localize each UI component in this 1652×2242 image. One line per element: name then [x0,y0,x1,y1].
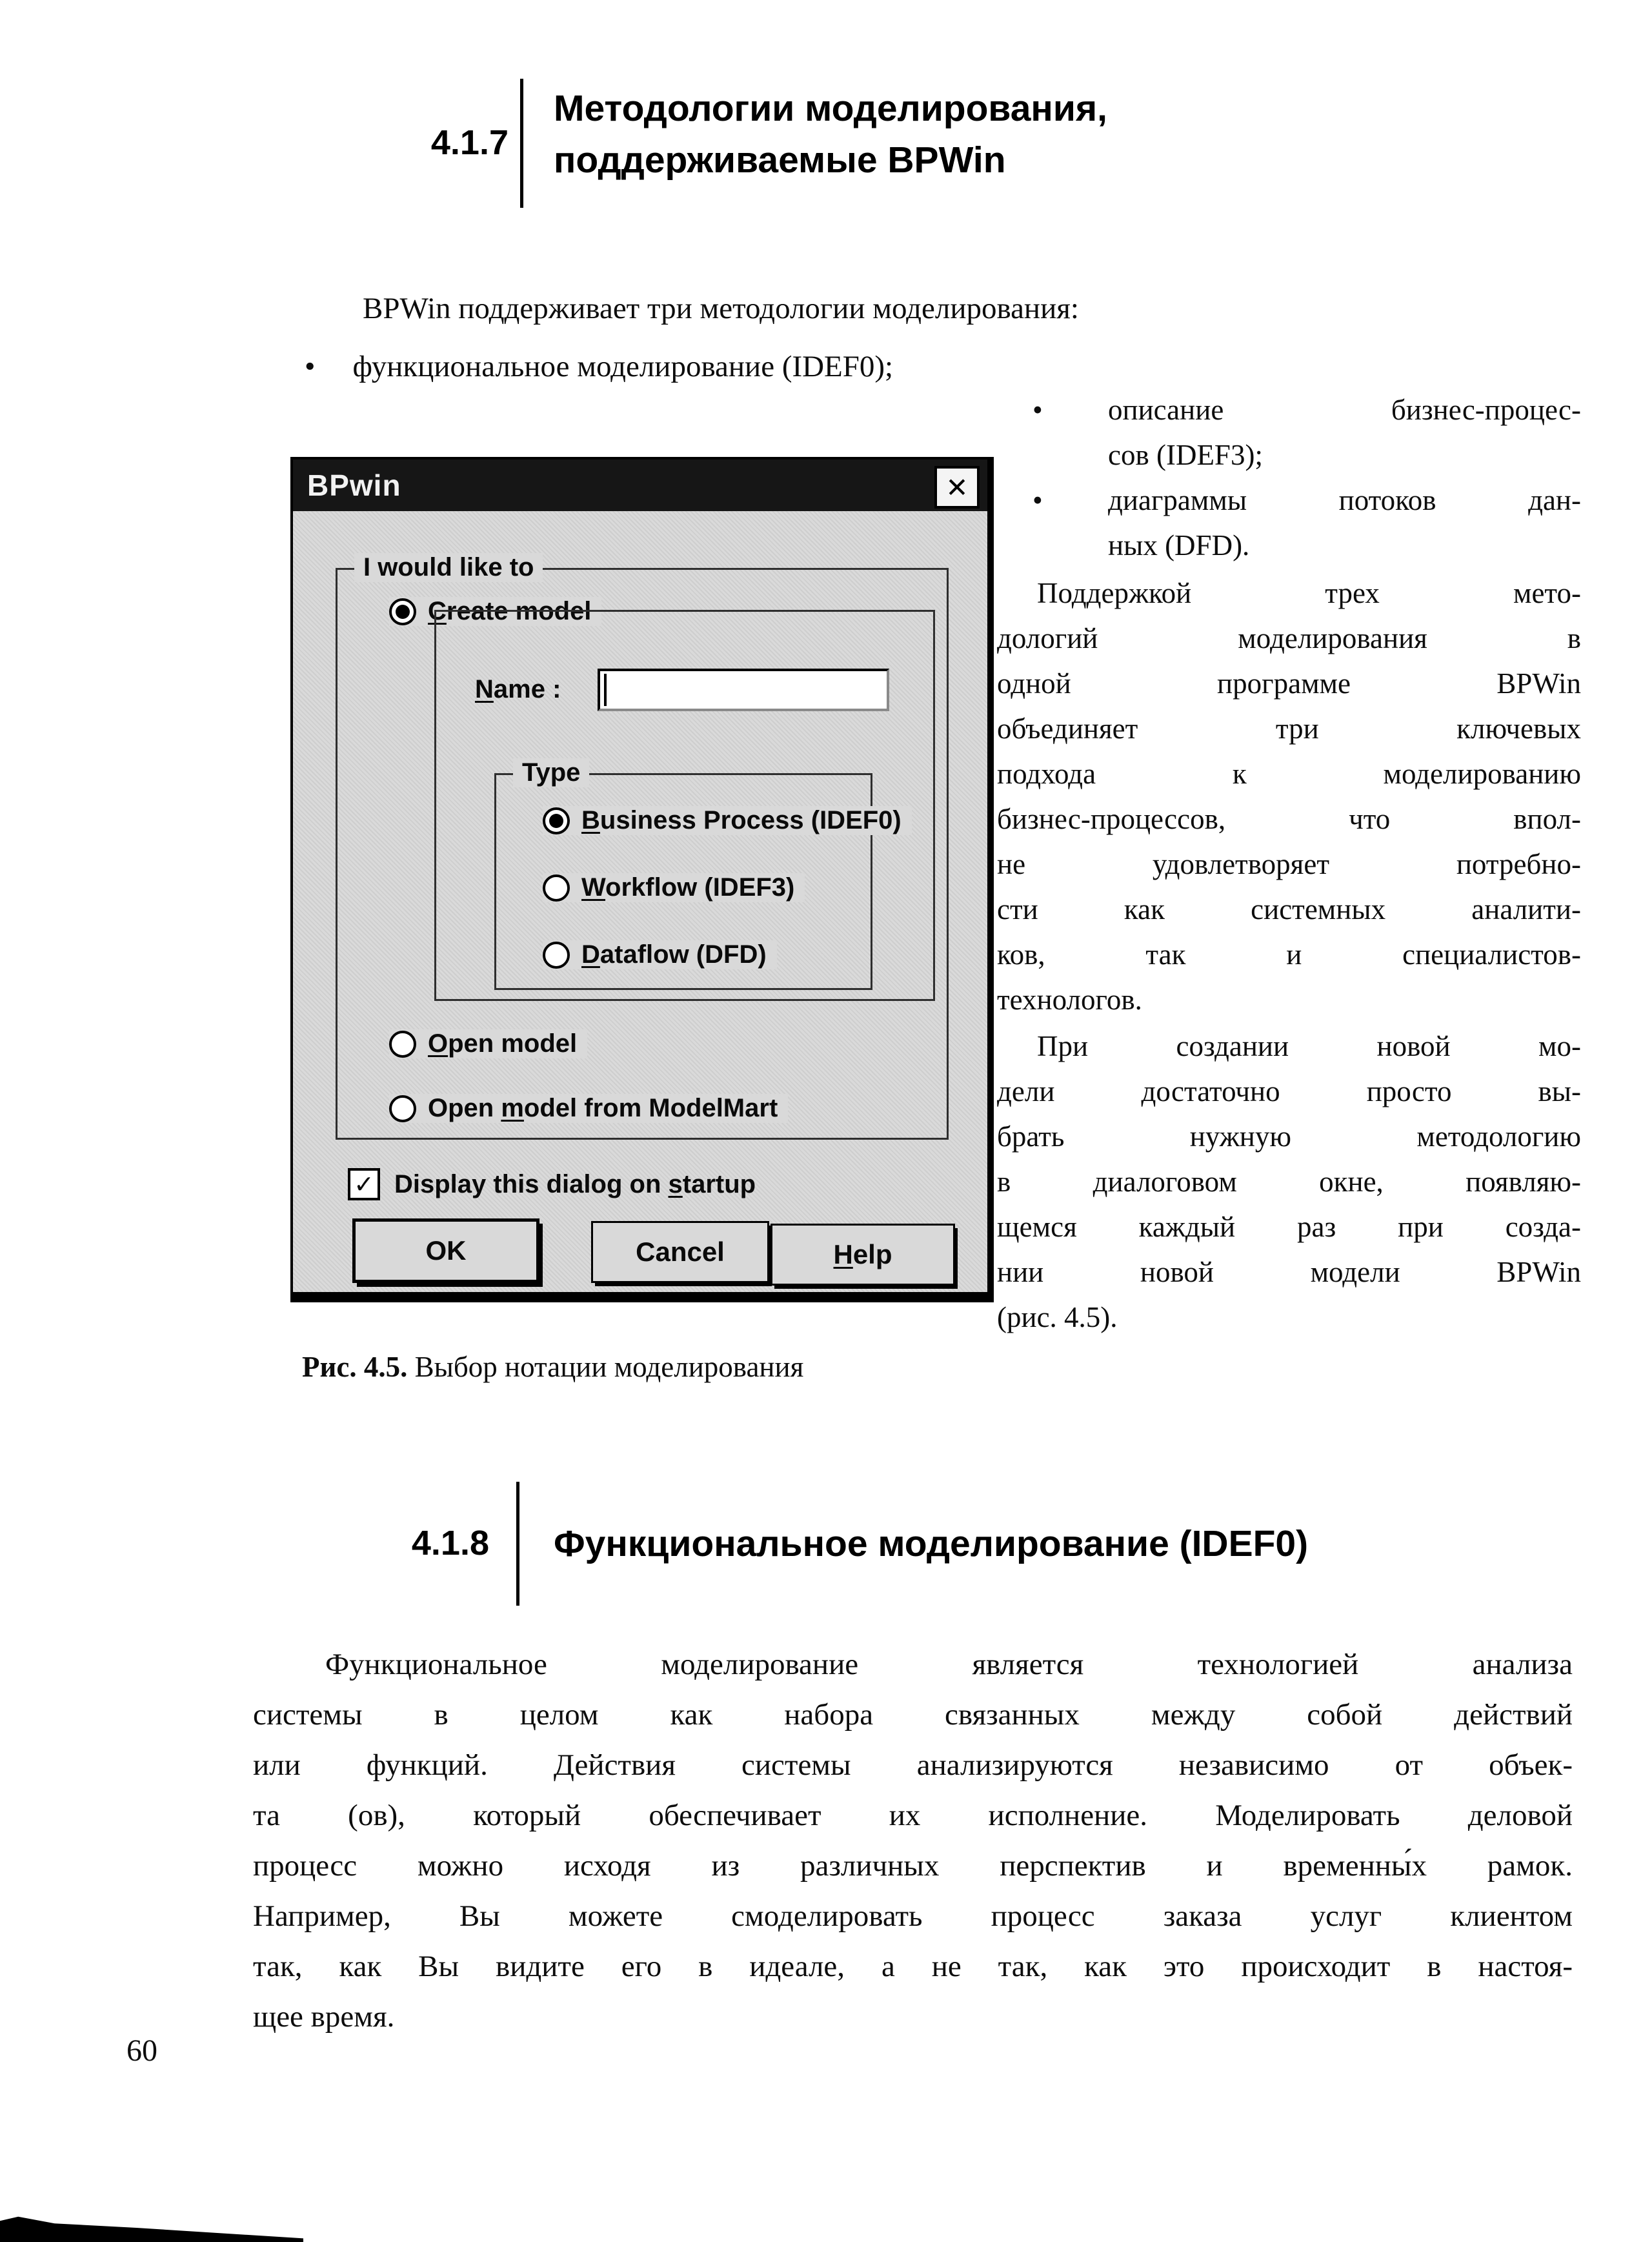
create-model-label: Create model [428,597,592,625]
check-icon: ✓ [354,1171,374,1198]
intro-lead: BPWin поддерживает три методологии моделирования: [363,292,1079,325]
text-line: ных (DFD). [1108,529,1250,561]
paragraph-new-model [997,1024,1581,1340]
business-process-label: Business Process (IDEF0) [581,806,902,834]
text-line: Например, Вы можете смоделировать процесс заказа услуг клиентом [253,1899,1573,1933]
close-button[interactable] [934,466,980,509]
section-title-line1: Методологии моделирования, [554,88,1107,129]
group-create-model [434,610,935,1001]
paragraph-support [997,571,1581,1022]
section-title-line2: поддерживаемые BPWin [554,139,1006,181]
text-line: подхода к моделированию [997,758,1581,790]
open-model-modelmart-radio[interactable] [389,1094,788,1123]
name-label: Name : [475,675,561,703]
bullet-item-idef3 [997,387,1581,478]
text-line: При создании новой мо- [1037,1030,1581,1062]
bullet-item-idef3-text [1108,387,1581,478]
text-line: ков, так и специалистов- [997,938,1581,971]
text-line: брать нужную методологию [997,1120,1581,1153]
section-divider [520,79,523,208]
display-on-startup-checkbox[interactable] [348,1168,756,1200]
text-line: (рис. 4.5). [997,1301,1118,1333]
text-line: или функций. Действия системы анализируются независимо от объек- [253,1748,1573,1782]
workflow-label: Workflow (IDEF3) [581,873,795,902]
checkbox-checked-icon[interactable] [348,1168,380,1200]
radio-icon[interactable] [543,942,570,969]
text-line: диаграммы потоков дан- [1108,484,1581,516]
bullet-item-dfd [997,478,1581,568]
scan-artifact [0,2216,303,2242]
page-number: 60 [126,2034,157,2068]
text-line: не удовлетворяет потребно- [997,848,1581,880]
text-line: нии новой модели BPWin [997,1256,1581,1288]
bullet-item-dfd-text [1108,478,1581,568]
radio-icon[interactable] [389,1031,416,1058]
intro-bullet-text: функциональное моделирование (IDEF0); [352,350,894,383]
text-line: технологов. [997,984,1142,1016]
cancel-button[interactable] [591,1221,769,1283]
bullet-icon: • [1032,484,1043,516]
group-i-would-like-to-label: I would like to [354,553,543,582]
open-model-label: Open model [428,1029,578,1058]
text-line: описание бизнес-процес- [1108,394,1581,426]
radio-icon[interactable] [389,1095,416,1122]
text-caret [604,674,607,706]
dataflow-radio[interactable] [543,940,777,969]
text-line: щее время. [253,2000,395,2034]
dialog-title: BPwin [307,469,401,502]
text-line: процесс можно исходя из различных перспектив и временны́х рамок. [253,1849,1573,1883]
open-model-modelmart-label: Open model from ModelMart [428,1094,778,1122]
bullet-icon: • [305,350,316,383]
section-title-417 [554,83,1107,186]
right-column [997,387,1581,1340]
help-button[interactable] [771,1224,955,1286]
radio-selected-icon[interactable] [543,807,570,834]
section-divider [516,1482,519,1606]
section-number-418: 4.1.8 [411,1524,489,1562]
paragraph-functional-modeling-lines [253,1639,1573,2042]
text-line: Функциональное моделирование является технологией анализа [325,1648,1573,1681]
help-button-label: Help [833,1239,892,1269]
figure-caption-number: Рис. 4.5. [302,1351,408,1383]
dataflow-label: Dataflow (DFD) [581,940,767,969]
radio-icon[interactable] [543,874,570,902]
display-on-startup-label: Display this dialog on startup [394,1169,756,1198]
text-line: дологий моделирования в [997,622,1581,654]
section-number-417: 4.1.7 [430,123,509,162]
text-line: объединяет три ключевых [997,712,1581,745]
text-line: так, как Вы видите его в идеале, а не так, как это происходит в настоя- [253,1950,1573,1983]
figure-caption-text: Выбор нотации моделирования [407,1351,804,1383]
bpwin-dialog [290,457,994,1302]
text-line: щемся каждый раз при созда- [997,1211,1581,1243]
figure-caption [302,1350,1005,1384]
text-line: сти как системных аналити- [997,893,1581,925]
text-line: системы в целом как набора связанных между собой действий [253,1698,1573,1732]
close-icon: ✕ [945,472,969,503]
dialog-body [293,511,987,1292]
cancel-button-label: Cancel [636,1237,725,1267]
text-line: сов (IDEF3); [1108,439,1263,471]
group-i-would-like-to [336,553,949,1140]
radio-selected-icon[interactable] [389,598,416,625]
business-process-radio[interactable] [543,806,912,835]
name-input[interactable] [598,669,889,711]
group-type-label: Type [513,758,589,787]
ok-button[interactable] [352,1218,539,1283]
dialog-title-bar[interactable] [293,460,987,511]
open-model-radio[interactable] [389,1029,587,1058]
text-line: одной программе BPWin [997,667,1581,700]
ok-button-label: OK [425,1235,467,1266]
workflow-radio[interactable] [543,873,805,902]
bullet-icon: • [1032,394,1043,426]
section-title-418: Функциональное моделирование (IDEF0) [554,1523,1309,1564]
text-line: бизнес-процессов, что впол- [997,803,1581,835]
text-line: Поддержкой трех мето- [1037,577,1581,609]
text-line: дели достаточно просто вы- [997,1075,1581,1107]
paragraph-functional-modeling [253,1639,1573,2042]
text-line: в диалоговом окне, появляю- [997,1166,1581,1198]
group-type [494,758,902,990]
text-line: та (ов), который обеспечивает их исполнение. Моделировать деловой [253,1799,1573,1832]
intro-bullet-item [253,341,1350,392]
